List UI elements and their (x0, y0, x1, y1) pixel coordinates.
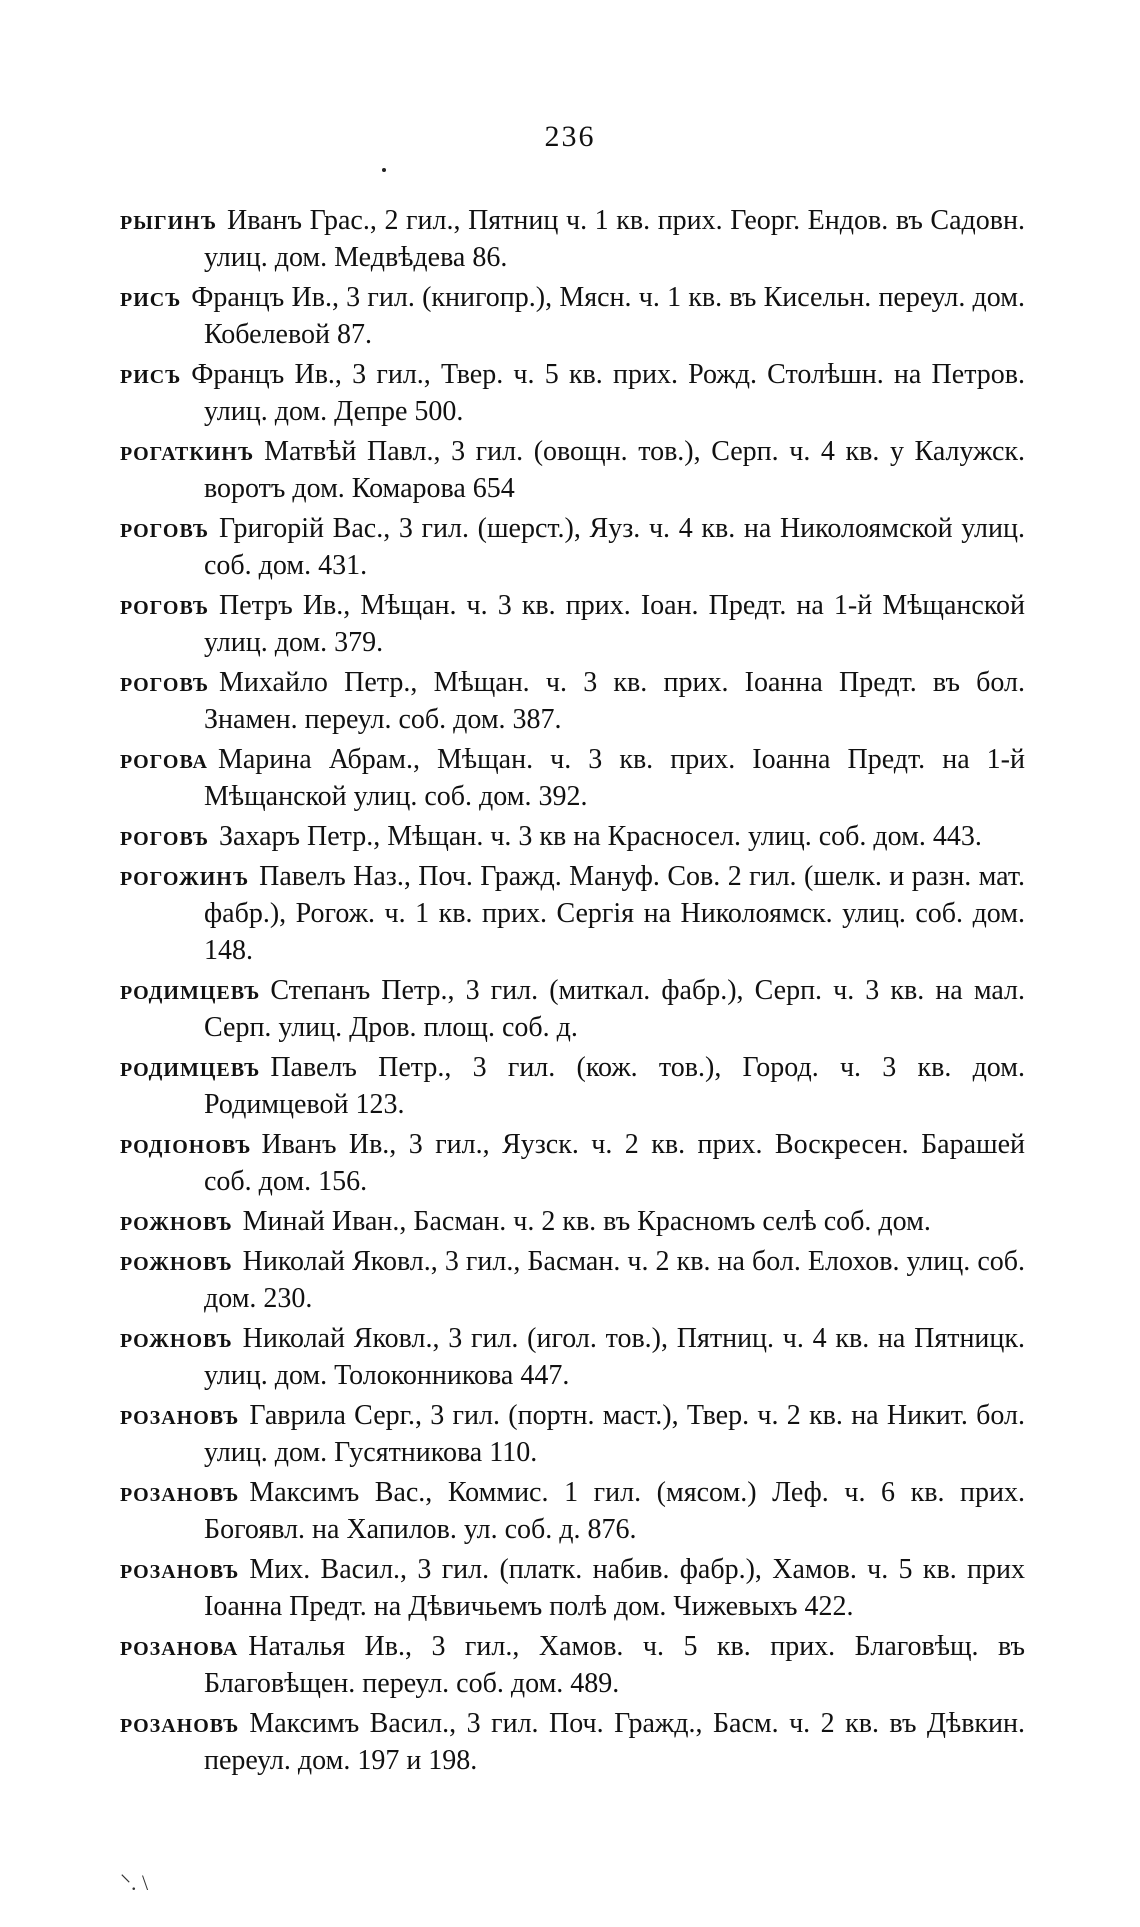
entry-surname: розановъ (120, 1554, 240, 1585)
entry-surname: рыгинъ (120, 205, 217, 236)
entry-surname: рожновъ (120, 1246, 233, 1277)
directory-entries (120, 202, 1025, 1782)
entry-surname: родіоновъ (120, 1129, 252, 1160)
entry-details: Максимъ Вас., Коммис. 1 гил. (мясом.) Леф. ч. 6 кв. прих. Богоявл. на Хапилов. ул. соб. д. 876. (204, 1477, 1025, 1545)
entry-details: Петръ Ив., Мѣщан. ч. 3 кв. прих. Іоан. Предт. на 1-й Мѣщанской улиц. дом. 379. (204, 590, 1025, 658)
entry-surname: роговъ (120, 821, 210, 852)
directory-entry (120, 741, 1025, 815)
entry-surname: рисъ (120, 282, 182, 313)
directory-entry (120, 510, 1025, 584)
entry-surname: рожновъ (120, 1323, 233, 1354)
entry-details: Захаръ Петр., Мѣщан. ч. 3 кв на Красносел. улиц. соб. дом. 443. (219, 821, 982, 852)
print-speck (382, 168, 386, 172)
entry-surname: розанова (120, 1631, 239, 1662)
directory-entry (120, 1705, 1025, 1779)
entry-details: Павелъ Наз., Поч. Гражд. Мануф. Сов. 2 гил. (шелк. и разн. мат. фабр.), Рогож. ч. 1 кв. прих. Сергія на Николоямск. улиц. соб. дом. 148. (204, 861, 1025, 966)
entry-details: Францъ Ив., 3 гил. (книгопр.), Мясн. ч. 1 кв. въ Кисельн. переул. дом. Кобелевой 87. (191, 282, 1025, 350)
directory-entry (120, 587, 1025, 661)
entry-details: Францъ Ив., 3 гил., Твер. ч. 5 кв. прих. Рожд. Столѣшн. на Петров. улиц. дом. Депре 500. (191, 359, 1025, 427)
page-number: 236 (544, 120, 596, 153)
entry-surname: розановъ (120, 1708, 240, 1739)
entry-surname: рисъ (120, 359, 182, 390)
directory-entry (120, 202, 1025, 276)
entry-surname: розановъ (120, 1400, 240, 1431)
directory-entry (120, 1320, 1025, 1394)
directory-entry (120, 1551, 1025, 1625)
entry-details: Николай Яковл., 3 гил. (игол. тов.), Пятниц. ч. 4 кв. на Пятницк. улиц. дом. Толоконникова 447. (204, 1323, 1025, 1391)
entry-surname: роговъ (120, 590, 210, 621)
directory-entry (120, 433, 1025, 507)
entry-details: Павелъ Петр., 3 гил. (кож. тов.), Город. ч. 3 кв. дом. Родимцевой 123. (204, 1052, 1025, 1120)
entry-details: Иванъ Ив., 3 гил., Яузск. ч. 2 кв. прих. Воскресен. Барашей соб. дом. 156. (204, 1129, 1025, 1197)
directory-entry (120, 1243, 1025, 1317)
entry-surname: рожновъ (120, 1206, 233, 1237)
directory-entry (120, 1474, 1025, 1548)
directory-entry (120, 1049, 1025, 1123)
entry-surname: рогова (120, 744, 208, 775)
directory-entry (120, 858, 1025, 969)
directory-entry (120, 279, 1025, 353)
directory-entry (120, 1203, 1025, 1240)
entry-details: Матвѣй Павл., 3 гил. (овощн. тов.), Серп. ч. 4 кв. у Калужск. воротъ дом. Комарова 654 (204, 436, 1025, 504)
entry-surname: рогаткинъ (120, 436, 255, 467)
entry-surname: рогожинъ (120, 861, 250, 892)
entry-details: Наталья Ив., 3 гил., Хамов. ч. 5 кв. прих. Благовѣщ. въ Благовѣщен. переул. соб. дом. 489. (204, 1631, 1025, 1699)
entry-details: Максимъ Васил., 3 гил. Поч. Гражд., Басм. ч. 2 кв. въ Дѣвкин. переул. дом. 197 и 198. (204, 1708, 1025, 1776)
entry-details: Марина Абрам., Мѣщан. ч. 3 кв. прих. Іоанна Предт. на 1-й Мѣщанской улиц. соб. дом. 392. (204, 744, 1025, 812)
entry-details: Михайло Петр., Мѣщан. ч. 3 кв. прих. Іоанна Предт. въ бол. Знамен. переул. соб. дом. 387. (204, 667, 1025, 735)
entry-details: Григорій Вас., 3 гил. (шерст.), Яуз. ч. 4 кв. на Николоямской улиц. соб. дом. 431. (204, 513, 1025, 581)
directory-entry (120, 972, 1025, 1046)
directory-entry (120, 356, 1025, 430)
directory-entry (120, 664, 1025, 738)
entry-surname: роговъ (120, 667, 210, 698)
entry-details: Гаврила Серг., 3 гил. (портн. маст.), Твер. ч. 2 кв. на Никит. бол. улиц. дом. Гусятникова 110. (204, 1400, 1025, 1468)
entry-surname: родимцевъ (120, 1052, 261, 1083)
entry-details: Николай Яковл., 3 гил., Басман. ч. 2 кв. на бол. Елохов. улиц. соб. дом. 230. (204, 1246, 1025, 1314)
entry-details: Минай Иван., Басман. ч. 2 кв. въ Красномъ селѣ соб. дом. (242, 1206, 931, 1237)
entry-details: Степанъ Петр., 3 гил. (миткал. фабр.), Серп. ч. 3 кв. на мал. Серп. улиц. Дров. площ. соб. д. (204, 975, 1025, 1043)
directory-entry (120, 1126, 1025, 1200)
directory-entry (120, 1628, 1025, 1702)
entry-surname: родимцевъ (120, 975, 261, 1006)
directory-entry (120, 1397, 1025, 1471)
entry-details: Мих. Васил., 3 гил. (платк. набив. фабр.), Хамов. ч. 5 кв. прих Іоанна Предт. на Дѣвичьемъ полѣ дом. Чижевыхъ 422. (204, 1554, 1025, 1622)
footer-print-mark: ⸌. \ (120, 1870, 149, 1895)
entry-details: Иванъ Грас., 2 гил., Пятниц ч. 1 кв. прих. Георг. Ендов. въ Садовн. улиц. дом. Медвѣдева 86. (204, 205, 1025, 273)
directory-entry (120, 818, 1025, 855)
entry-surname: роговъ (120, 513, 210, 544)
entry-surname: розановъ (120, 1477, 240, 1508)
